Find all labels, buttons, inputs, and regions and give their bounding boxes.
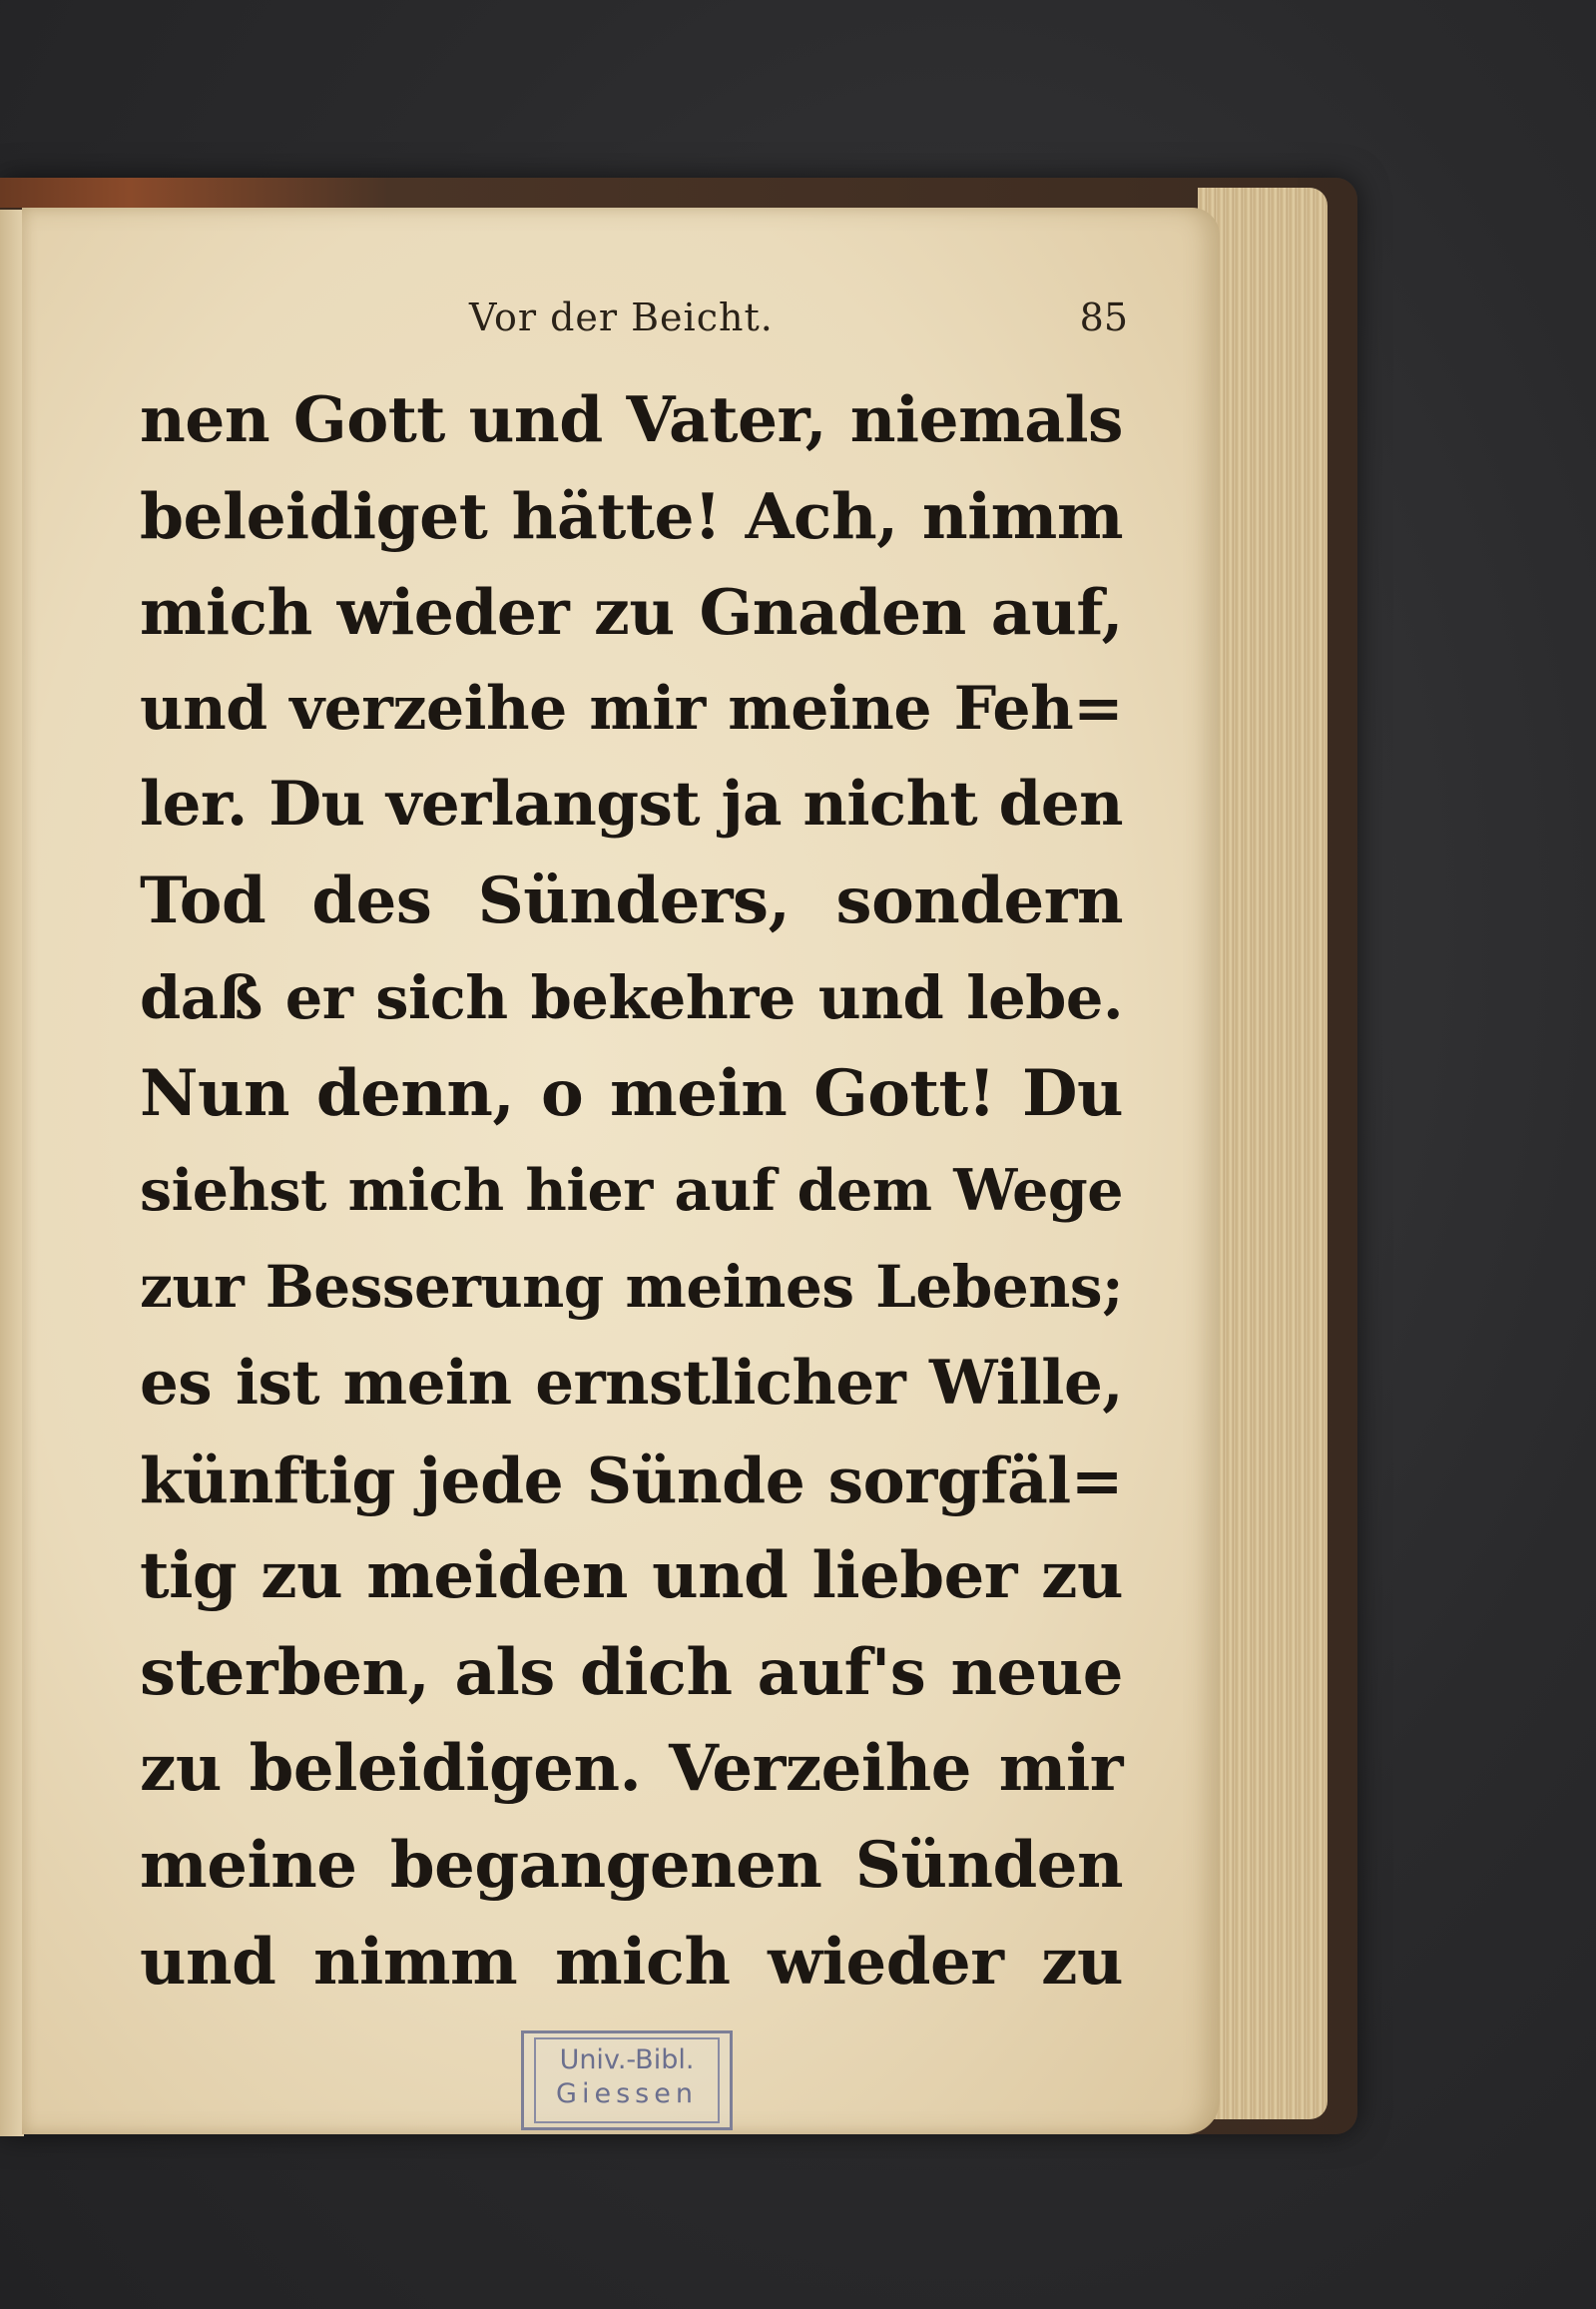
text-line: Tod des Sünders, sondern: [140, 863, 1123, 938]
text-line: beleidiget hätte! Ach, nimm: [140, 478, 1123, 553]
text-line: meine begangenen Sünden: [140, 1827, 1123, 1903]
stamp-text-line: Univ.-Bibl.: [559, 2044, 695, 2075]
text-line: mich wieder zu Gnaden auf,: [140, 575, 1123, 650]
text-line: Nun denn, o mein Gott! Du: [140, 1056, 1123, 1132]
text-line: daß er sich bekehre und lebe.: [140, 962, 1123, 1032]
text-line: tig zu meiden und lieber zu: [140, 1538, 1123, 1614]
text-line: ler. Du verlangst ja nicht den: [140, 769, 1123, 841]
book-cover-edge: [0, 178, 1298, 208]
text-line: und nimm mich wieder zu: [140, 1924, 1123, 2000]
text-line: nen Gott und Vater, niemals: [140, 382, 1123, 456]
text-line: es ist mein ernstlicher Wille,: [140, 1347, 1123, 1419]
page-number: 85: [1079, 295, 1128, 339]
text-line: sterben, als dich auf's neue: [140, 1634, 1123, 1710]
running-head: [130, 289, 1128, 349]
text-line: siehst mich hier auf dem Wege: [140, 1156, 1123, 1224]
library-stamp: [521, 2030, 733, 2130]
body-text: [140, 371, 1123, 2011]
running-title: Vor der Beicht.: [469, 295, 774, 339]
text-line: zu beleidigen. Verzeihe mir: [140, 1731, 1123, 1807]
text-line: künftig jede Sünde sorgfäl=: [140, 1443, 1123, 1517]
library-stamp-frame: [534, 2037, 720, 2123]
text-line: zur Besserung meines Lebens;: [140, 1253, 1123, 1322]
left-page-edge: [0, 210, 24, 2136]
text-line: und verzeihe mir meine Feh=: [140, 673, 1123, 744]
stamp-text-line: Giessen: [556, 2078, 698, 2109]
